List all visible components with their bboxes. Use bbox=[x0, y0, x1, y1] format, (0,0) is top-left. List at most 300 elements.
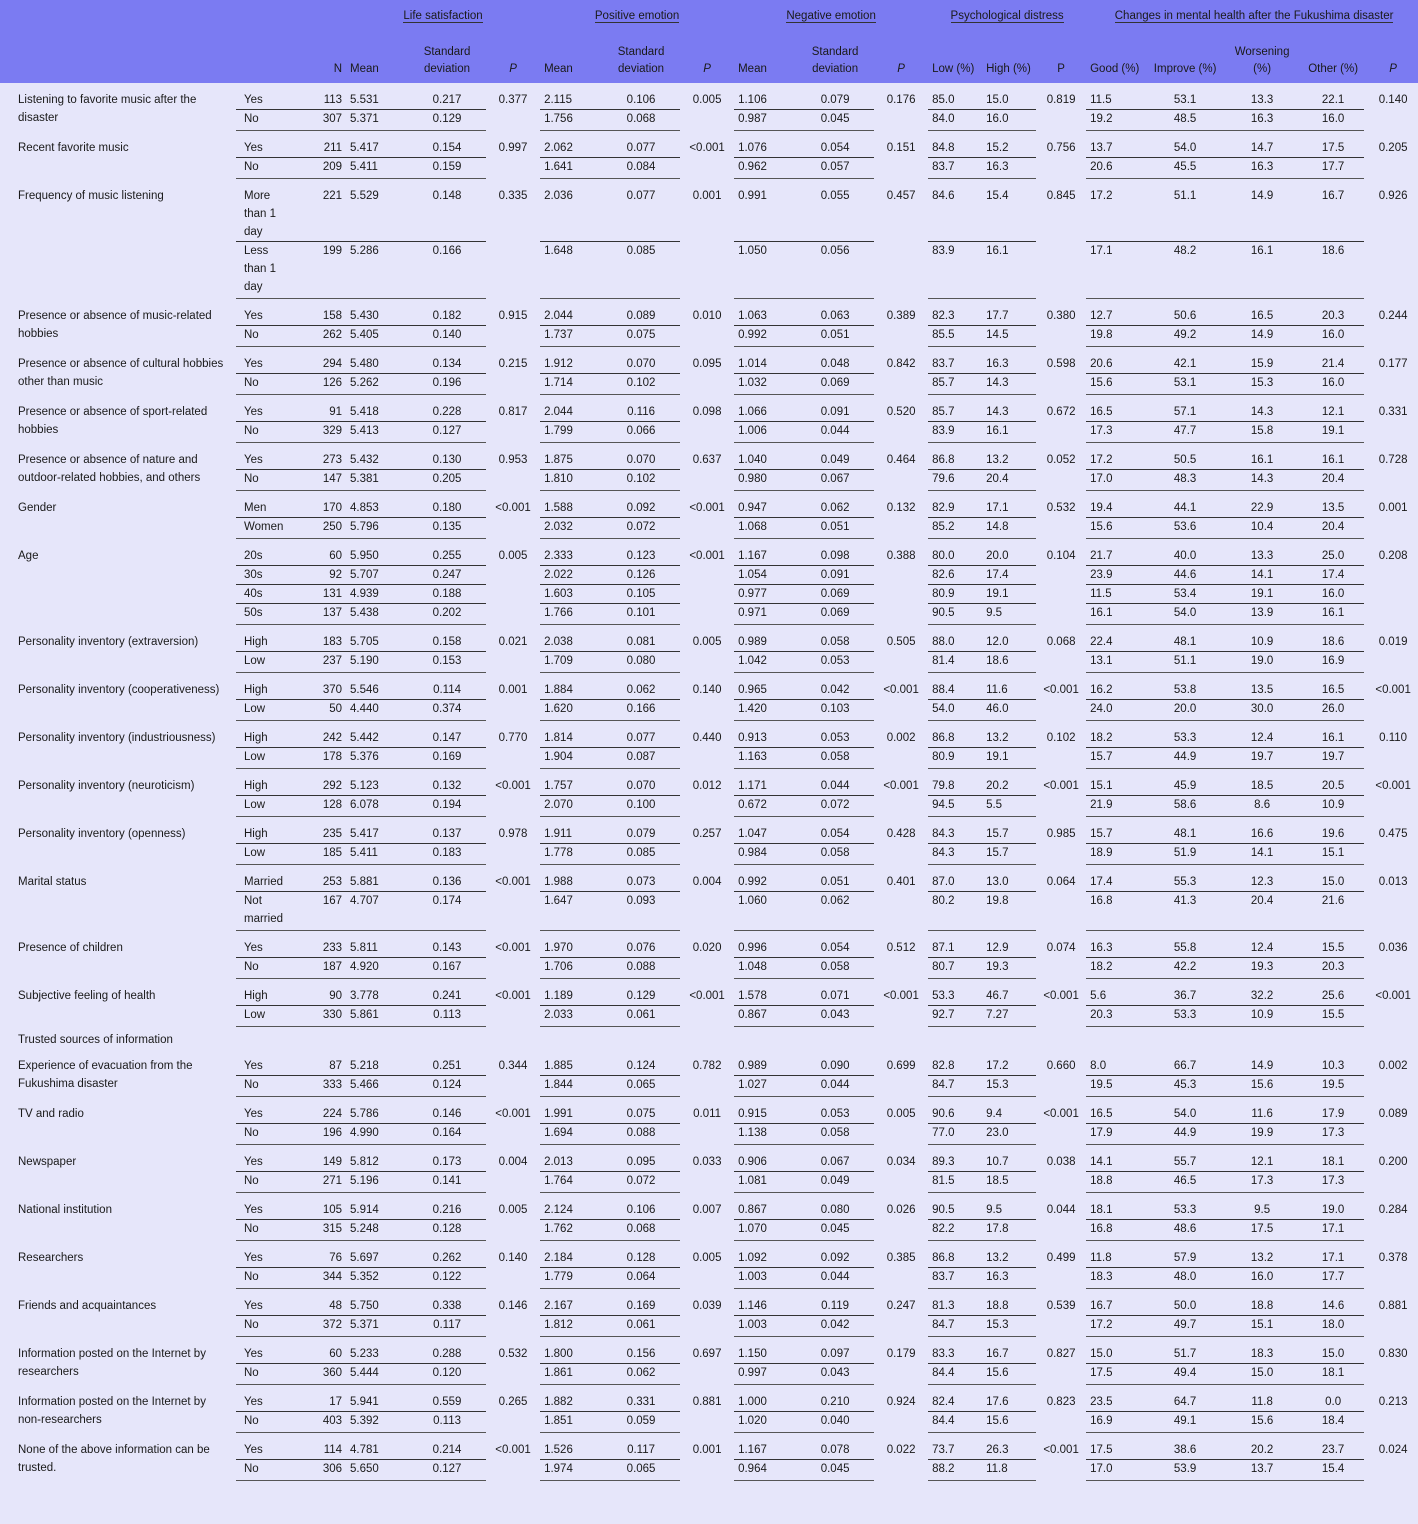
n-value: 114 bbox=[288, 1433, 346, 1460]
group-header: Positive emotion bbox=[540, 0, 734, 31]
cell: 0.153 bbox=[408, 652, 486, 673]
variable-label: Presence or absence of music-related hobbies bbox=[18, 309, 212, 340]
cell: 18.3 bbox=[1222, 1337, 1302, 1364]
cell: 2.038 bbox=[540, 625, 602, 652]
p-value: 0.505 bbox=[886, 635, 916, 648]
cell: 84.4 bbox=[928, 1412, 982, 1433]
cell: 0.114 bbox=[408, 673, 486, 700]
variable-label: Recent favorite music bbox=[18, 141, 129, 154]
cell: 18.8 bbox=[1086, 1172, 1148, 1193]
cell: 1.163 bbox=[734, 748, 796, 769]
cell: 94.5 bbox=[928, 796, 982, 817]
cell: 45.5 bbox=[1148, 158, 1222, 179]
cell: 80.0 bbox=[928, 539, 982, 566]
cell: 16.6 bbox=[1222, 817, 1302, 844]
cell: 0.971 bbox=[734, 604, 796, 625]
p-value: 0.331 bbox=[1378, 405, 1408, 418]
p-value: 0.985 bbox=[1046, 827, 1076, 840]
cell: 17.8 bbox=[982, 1220, 1036, 1241]
cell: 18.0 bbox=[1302, 1316, 1364, 1337]
variable-label: Presence of children bbox=[18, 941, 123, 954]
cell: 20.2 bbox=[1222, 1433, 1302, 1460]
cell: 17.9 bbox=[1086, 1124, 1148, 1145]
cell: 1.006 bbox=[734, 422, 796, 443]
cell: 0.097 bbox=[796, 1337, 874, 1364]
cell: 0.080 bbox=[602, 652, 680, 673]
cell: 0.210 bbox=[796, 1385, 874, 1412]
col-p: P bbox=[1364, 31, 1418, 83]
cell: 17.0 bbox=[1086, 470, 1148, 491]
cell: 14.5 bbox=[982, 326, 1036, 347]
cell: 2.124 bbox=[540, 1193, 602, 1220]
cell: 18.6 bbox=[1302, 625, 1364, 652]
n-value: 87 bbox=[288, 1049, 346, 1076]
cell: 0.075 bbox=[602, 1097, 680, 1124]
p-value: 0.830 bbox=[1378, 1347, 1408, 1360]
p-value: 0.378 bbox=[1378, 1251, 1408, 1264]
table-row bbox=[0, 769, 1418, 796]
cell: 84.4 bbox=[928, 1364, 982, 1385]
cell: 1.047 bbox=[734, 817, 796, 844]
cell: 16.0 bbox=[1302, 374, 1364, 395]
cell: 0.124 bbox=[602, 1049, 680, 1076]
cell: 0.043 bbox=[796, 1364, 874, 1385]
cell: 13.7 bbox=[1222, 1460, 1302, 1481]
cell: 48.2 bbox=[1148, 242, 1222, 299]
n-value: 253 bbox=[288, 865, 346, 892]
cell: 16.1 bbox=[1222, 443, 1302, 470]
cell: 42.2 bbox=[1148, 958, 1222, 979]
cell: 49.4 bbox=[1148, 1364, 1222, 1385]
cell: 18.2 bbox=[1086, 958, 1148, 979]
section-label: Trusted sources of information bbox=[18, 1034, 173, 1046]
cell: 1.054 bbox=[734, 566, 796, 585]
cell: 53.3 bbox=[1148, 1006, 1222, 1027]
cell: 18.2 bbox=[1086, 721, 1148, 748]
category-label: Yes bbox=[236, 1097, 288, 1124]
category-label: Men bbox=[236, 491, 288, 518]
cell: 16.0 bbox=[1302, 326, 1364, 347]
cell: 22.1 bbox=[1302, 83, 1364, 110]
cell: 5.371 bbox=[346, 1316, 408, 1337]
p-value: 0.845 bbox=[1046, 189, 1076, 202]
cell: 5.697 bbox=[346, 1241, 408, 1268]
cell: 5.442 bbox=[346, 721, 408, 748]
p-value: 0.005 bbox=[692, 1251, 722, 1264]
table-row bbox=[0, 83, 1418, 110]
cell: 53.1 bbox=[1148, 83, 1222, 110]
cell: 20.6 bbox=[1086, 158, 1148, 179]
cell: 5.6 bbox=[1086, 979, 1148, 1006]
cell: 14.1 bbox=[1222, 844, 1302, 865]
cell: 2.033 bbox=[540, 1006, 602, 1027]
cell: 5.371 bbox=[346, 110, 408, 131]
cell: 83.7 bbox=[928, 347, 982, 374]
table-row bbox=[0, 299, 1418, 326]
cell: 0.042 bbox=[796, 1316, 874, 1337]
cell: 1.970 bbox=[540, 931, 602, 958]
cell: 0.202 bbox=[408, 604, 486, 625]
cell: 13.3 bbox=[1222, 83, 1302, 110]
cell: 80.2 bbox=[928, 892, 982, 931]
p-value: 0.440 bbox=[692, 731, 722, 744]
cell: 0.053 bbox=[796, 652, 874, 673]
cell: 15.8 bbox=[1222, 422, 1302, 443]
cell: 13.2 bbox=[982, 443, 1036, 470]
p-value: 0.770 bbox=[498, 731, 528, 744]
cell: 17.9 bbox=[1302, 1097, 1364, 1124]
cell: 46.7 bbox=[982, 979, 1036, 1006]
cell: 23.9 bbox=[1086, 566, 1148, 585]
category-label: No bbox=[236, 1460, 288, 1481]
cell: 17.7 bbox=[1302, 1268, 1364, 1289]
cell: 0.049 bbox=[796, 443, 874, 470]
table-row bbox=[0, 931, 1418, 958]
cell: 0.077 bbox=[602, 131, 680, 158]
cell: 1.020 bbox=[734, 1412, 796, 1433]
cell: 0.077 bbox=[602, 721, 680, 748]
cell: 5.262 bbox=[346, 374, 408, 395]
cell: 0.167 bbox=[408, 958, 486, 979]
cell: 0.073 bbox=[602, 865, 680, 892]
cell: 0.987 bbox=[734, 110, 796, 131]
cell: 16.9 bbox=[1302, 652, 1364, 673]
category-label: Yes bbox=[236, 1385, 288, 1412]
p-value: <0.001 bbox=[689, 141, 725, 154]
cell: 0.0 bbox=[1302, 1385, 1364, 1412]
cell: 16.1 bbox=[1086, 604, 1148, 625]
cell: 0.057 bbox=[796, 158, 874, 179]
cell: 14.3 bbox=[982, 374, 1036, 395]
cell: 14.3 bbox=[1222, 470, 1302, 491]
cell: 21.6 bbox=[1302, 892, 1364, 931]
cell: 36.7 bbox=[1148, 979, 1222, 1006]
cell: 0.091 bbox=[796, 395, 874, 422]
cell: 0.128 bbox=[602, 1241, 680, 1268]
cell: 16.1 bbox=[982, 422, 1036, 443]
cell: 19.0 bbox=[1222, 652, 1302, 673]
table-row bbox=[0, 673, 1418, 700]
p-value: <0.001 bbox=[1043, 1107, 1079, 1120]
cell: 84.7 bbox=[928, 1076, 982, 1097]
cell: 0.255 bbox=[408, 539, 486, 566]
cell: 53.3 bbox=[928, 979, 982, 1006]
p-value: 0.213 bbox=[1378, 1395, 1408, 1408]
cell: 1.146 bbox=[734, 1289, 796, 1316]
cell: 20.6 bbox=[1086, 347, 1148, 374]
cell: 12.9 bbox=[982, 931, 1036, 958]
p-value: <0.001 bbox=[1375, 683, 1411, 696]
p-value: 0.024 bbox=[1378, 1443, 1408, 1456]
n-value: 187 bbox=[288, 958, 346, 979]
table-row bbox=[0, 1097, 1418, 1124]
cell: 0.044 bbox=[796, 1268, 874, 1289]
cell: 5.707 bbox=[346, 566, 408, 585]
cell: 15.3 bbox=[982, 1076, 1036, 1097]
n-value: 307 bbox=[288, 110, 346, 131]
table-body bbox=[0, 83, 1418, 1481]
cell: 1.904 bbox=[540, 748, 602, 769]
cell: 1.060 bbox=[734, 892, 796, 931]
cell: 17.3 bbox=[1302, 1124, 1364, 1145]
cell: 1.875 bbox=[540, 443, 602, 470]
cell: 1.911 bbox=[540, 817, 602, 844]
cell: 18.1 bbox=[1302, 1145, 1364, 1172]
cell: 5.432 bbox=[346, 443, 408, 470]
p-value: 0.697 bbox=[692, 1347, 722, 1360]
cell: 23.5 bbox=[1086, 1385, 1148, 1412]
cell: 48.3 bbox=[1148, 470, 1222, 491]
col-p: P bbox=[680, 31, 734, 83]
cell: 1.778 bbox=[540, 844, 602, 865]
col-p: P bbox=[1036, 31, 1086, 83]
cell: 0.147 bbox=[408, 721, 486, 748]
cell: 5.438 bbox=[346, 604, 408, 625]
table-row bbox=[0, 539, 1418, 566]
cell: 18.1 bbox=[1302, 1364, 1364, 1385]
cell: 40.0 bbox=[1148, 539, 1222, 566]
category-label: Yes bbox=[236, 1145, 288, 1172]
cell: 0.672 bbox=[734, 796, 796, 817]
cell: 81.3 bbox=[928, 1289, 982, 1316]
cell: 0.055 bbox=[796, 179, 874, 242]
cell: 5.861 bbox=[346, 1006, 408, 1027]
cell: 13.3 bbox=[1222, 539, 1302, 566]
cell: 1.884 bbox=[540, 673, 602, 700]
cell: 0.559 bbox=[408, 1385, 486, 1412]
col-mean: Mean bbox=[540, 31, 602, 83]
cell: 1.709 bbox=[540, 652, 602, 673]
cell: 0.077 bbox=[602, 179, 680, 242]
p-value: 0.499 bbox=[1046, 1251, 1076, 1264]
category-label: No bbox=[236, 326, 288, 347]
cell: 0.064 bbox=[602, 1268, 680, 1289]
n-value: 360 bbox=[288, 1364, 346, 1385]
cell: 12.4 bbox=[1222, 721, 1302, 748]
cell: 86.8 bbox=[928, 443, 982, 470]
cell: 86.8 bbox=[928, 721, 982, 748]
cell: 0.992 bbox=[734, 326, 796, 347]
p-value: 0.132 bbox=[886, 501, 916, 514]
cell: 92.7 bbox=[928, 1006, 982, 1027]
cell: 0.130 bbox=[408, 443, 486, 470]
cell: 15.0 bbox=[1222, 1364, 1302, 1385]
cell: 22.9 bbox=[1222, 491, 1302, 518]
cell: 9.5 bbox=[1222, 1193, 1302, 1220]
cell: 0.962 bbox=[734, 158, 796, 179]
cell: 17.3 bbox=[1302, 1172, 1364, 1193]
cell: 14.6 bbox=[1302, 1289, 1364, 1316]
col-sd: Standard deviation bbox=[796, 31, 874, 83]
cell: 0.054 bbox=[796, 131, 874, 158]
cell: 0.075 bbox=[602, 326, 680, 347]
cell: 0.091 bbox=[796, 566, 874, 585]
cell: 19.5 bbox=[1086, 1076, 1148, 1097]
p-value: 0.457 bbox=[886, 189, 916, 202]
cell: 53.3 bbox=[1148, 1193, 1222, 1220]
p-value: 0.012 bbox=[692, 779, 722, 792]
cell: 0.913 bbox=[734, 721, 796, 748]
cell: 1.138 bbox=[734, 1124, 796, 1145]
n-value: 196 bbox=[288, 1124, 346, 1145]
table-row bbox=[0, 1433, 1418, 1460]
cell: 10.9 bbox=[1222, 625, 1302, 652]
variable-label: Experience of evacuation from the Fukushima disaster bbox=[18, 1060, 193, 1090]
cell: 0.084 bbox=[602, 158, 680, 179]
cell: 0.103 bbox=[796, 700, 874, 721]
cell: 0.053 bbox=[796, 721, 874, 748]
category-label: No bbox=[236, 158, 288, 179]
cell: 11.6 bbox=[982, 673, 1036, 700]
p-value: 0.672 bbox=[1046, 405, 1076, 418]
cell: 0.065 bbox=[602, 1460, 680, 1481]
n-value: 90 bbox=[288, 979, 346, 1006]
cell: 88.0 bbox=[928, 625, 982, 652]
cell: 0.087 bbox=[602, 748, 680, 769]
cell: 12.1 bbox=[1222, 1145, 1302, 1172]
cell: 20.4 bbox=[982, 470, 1036, 491]
cell: 26.0 bbox=[1302, 700, 1364, 721]
cell: 0.965 bbox=[734, 673, 796, 700]
cell: 19.1 bbox=[982, 748, 1036, 769]
cell: 1.912 bbox=[540, 347, 602, 374]
n-value: 76 bbox=[288, 1241, 346, 1268]
cell: 15.9 bbox=[1222, 347, 1302, 374]
cell: 11.8 bbox=[982, 1460, 1036, 1481]
n-value: 128 bbox=[288, 796, 346, 817]
table-row bbox=[0, 1241, 1418, 1268]
cell: 0.205 bbox=[408, 470, 486, 491]
n-value: 167 bbox=[288, 892, 346, 931]
cell: 0.338 bbox=[408, 1289, 486, 1316]
cell: 14.9 bbox=[1222, 1049, 1302, 1076]
n-value: 185 bbox=[288, 844, 346, 865]
cell: 20.0 bbox=[982, 539, 1036, 566]
variable-label: Personality inventory (cooperativeness) bbox=[18, 683, 220, 696]
cell: 7.27 bbox=[982, 1006, 1036, 1027]
cell: 85.2 bbox=[928, 518, 982, 539]
cell: 5.705 bbox=[346, 625, 408, 652]
cell: 0.070 bbox=[602, 443, 680, 470]
cell: 19.6 bbox=[1302, 817, 1364, 844]
variable-label: Presence or absence of nature and outdoor-related hobbies, and others bbox=[18, 453, 201, 484]
p-value: <0.001 bbox=[689, 549, 725, 562]
p-value: 0.257 bbox=[692, 827, 722, 840]
cell: 80.7 bbox=[928, 958, 982, 979]
cell: 20.3 bbox=[1086, 1006, 1148, 1027]
cell: 0.154 bbox=[408, 131, 486, 158]
p-value: <0.001 bbox=[689, 989, 725, 1002]
cell: 15.1 bbox=[1222, 1316, 1302, 1337]
p-value: <0.001 bbox=[495, 875, 531, 888]
cell: 5.811 bbox=[346, 931, 408, 958]
p-value: 0.034 bbox=[886, 1155, 916, 1168]
cell: 10.7 bbox=[982, 1145, 1036, 1172]
cell: 0.042 bbox=[796, 673, 874, 700]
p-value: 0.637 bbox=[692, 453, 722, 466]
n-value: 178 bbox=[288, 748, 346, 769]
cell: 15.6 bbox=[1086, 518, 1148, 539]
p-value: 0.205 bbox=[1378, 141, 1408, 154]
cell: 19.8 bbox=[1086, 326, 1148, 347]
cell: 0.116 bbox=[602, 395, 680, 422]
variable-label: Listening to favorite music after the disaster bbox=[18, 94, 197, 124]
cell: 19.0 bbox=[1302, 1193, 1364, 1220]
category-label: High bbox=[236, 769, 288, 796]
cell: 55.8 bbox=[1148, 931, 1222, 958]
cell: 0.059 bbox=[602, 1412, 680, 1433]
cell: 30.0 bbox=[1222, 700, 1302, 721]
cell: 51.1 bbox=[1148, 179, 1222, 242]
cell: 0.088 bbox=[602, 1124, 680, 1145]
cell: 16.7 bbox=[1086, 1289, 1148, 1316]
cell: 12.0 bbox=[982, 625, 1036, 652]
cell: 5.750 bbox=[346, 1289, 408, 1316]
p-value: 0.010 bbox=[692, 309, 722, 322]
cell: 14.3 bbox=[982, 395, 1036, 422]
cell: 20.0 bbox=[1148, 700, 1222, 721]
p-value: 0.997 bbox=[498, 141, 528, 154]
n-value: 60 bbox=[288, 1337, 346, 1364]
category-label: Yes bbox=[236, 1241, 288, 1268]
cell: 90.5 bbox=[928, 604, 982, 625]
cell: 5.218 bbox=[346, 1049, 408, 1076]
cell: 0.214 bbox=[408, 1433, 486, 1460]
group-header: Negative emotion bbox=[734, 0, 928, 31]
cell: 5.812 bbox=[346, 1145, 408, 1172]
n-value: 170 bbox=[288, 491, 346, 518]
category-label: High bbox=[236, 625, 288, 652]
cell: 51.1 bbox=[1148, 652, 1222, 673]
category-label: 20s bbox=[236, 539, 288, 566]
cell: 0.262 bbox=[408, 1241, 486, 1268]
cell: 0.169 bbox=[602, 1289, 680, 1316]
cell: 0.136 bbox=[408, 865, 486, 892]
p-value: 0.401 bbox=[886, 875, 916, 888]
cell: 77.0 bbox=[928, 1124, 982, 1145]
p-value: 0.020 bbox=[692, 941, 722, 954]
p-value: 0.005 bbox=[692, 635, 722, 648]
cell: 20.5 bbox=[1302, 769, 1364, 796]
cell: 0.078 bbox=[796, 1433, 874, 1460]
cell: 15.4 bbox=[982, 179, 1036, 242]
cell: 11.8 bbox=[1222, 1385, 1302, 1412]
cell: 1.167 bbox=[734, 539, 796, 566]
cell: 15.2 bbox=[982, 131, 1036, 158]
category-label: High bbox=[236, 673, 288, 700]
cell: 85.7 bbox=[928, 374, 982, 395]
p-value: <0.001 bbox=[1375, 779, 1411, 792]
cell: 5.392 bbox=[346, 1412, 408, 1433]
cell: 0.058 bbox=[796, 625, 874, 652]
cell: 0.105 bbox=[602, 585, 680, 604]
category-label: Yes bbox=[236, 1193, 288, 1220]
p-value: 0.926 bbox=[1378, 189, 1408, 202]
cell: 4.853 bbox=[346, 491, 408, 518]
cell: 73.7 bbox=[928, 1433, 982, 1460]
cell: 57.9 bbox=[1148, 1241, 1222, 1268]
cell: 1.706 bbox=[540, 958, 602, 979]
category-label: Low bbox=[236, 748, 288, 769]
table-row bbox=[0, 179, 1418, 242]
cell: 1.070 bbox=[734, 1220, 796, 1241]
cell: 64.7 bbox=[1148, 1385, 1222, 1412]
cell: 16.0 bbox=[1302, 110, 1364, 131]
variable-label: Personality inventory (neuroticism) bbox=[18, 779, 195, 792]
col-sd: Standard deviation bbox=[408, 31, 486, 83]
cell: 32.2 bbox=[1222, 979, 1302, 1006]
cell: 4.440 bbox=[346, 700, 408, 721]
